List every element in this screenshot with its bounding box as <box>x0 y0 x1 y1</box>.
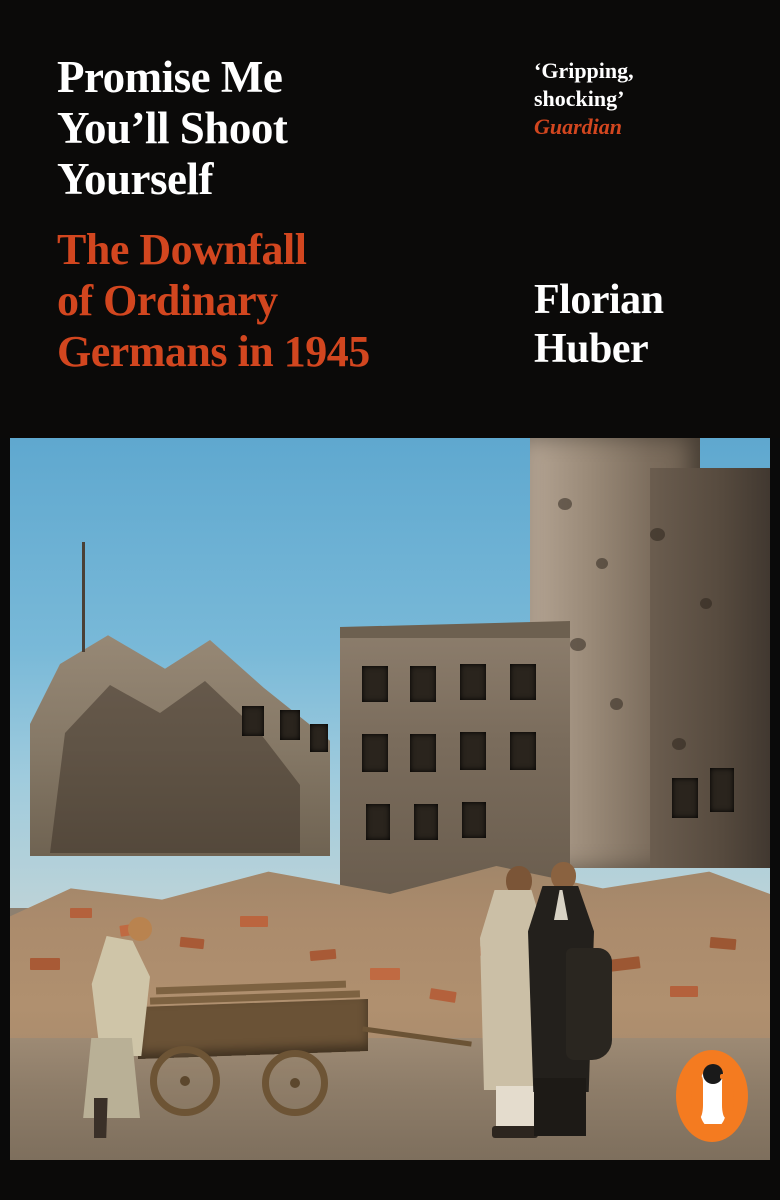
book-title <box>57 52 477 205</box>
figure-man-standing-head <box>551 862 576 890</box>
book-subtitle <box>57 224 517 377</box>
rubble-brick <box>710 937 737 950</box>
facade-window <box>362 734 388 772</box>
cart-wheel-front <box>262 1050 328 1116</box>
tower-pockmark <box>596 558 608 569</box>
facade-window <box>362 666 388 702</box>
cover-photograph <box>10 438 770 1160</box>
cart-wheel-rear <box>150 1046 220 1116</box>
rubble-brick <box>30 958 60 970</box>
review-quote <box>534 57 754 141</box>
penguin-logo-beak <box>720 1074 728 1079</box>
book-title-line-1: Promise Me <box>57 52 283 102</box>
penguin-logo-icon <box>676 1050 748 1142</box>
figure-man-carried-coat <box>566 948 612 1060</box>
facade-window <box>414 804 438 840</box>
figure-woman-standing-shoes <box>492 1126 538 1138</box>
facade-window <box>366 804 390 840</box>
figure-woman-pulling-cart-skirt <box>82 1038 140 1118</box>
facade-window <box>410 734 436 772</box>
tower-pockmark <box>610 698 623 710</box>
tower-window <box>672 778 698 818</box>
facade-window <box>460 664 486 700</box>
facade-window <box>462 802 486 838</box>
facade-window <box>510 664 536 700</box>
rubble-brick <box>670 986 698 997</box>
penguin-logo-wing-left <box>691 1076 703 1118</box>
figure-man-standing-legs <box>534 1078 586 1136</box>
book-author-last-name: Huber <box>534 326 649 373</box>
book-title-line-3: Yourself <box>57 153 213 204</box>
review-quote-line-1: ‘Gripping, <box>534 58 634 83</box>
book-subtitle-line-2: of Ordinary <box>57 276 278 326</box>
figure-woman-pulling-cart-head <box>128 917 152 941</box>
book-author <box>534 276 764 374</box>
review-source: Guardian <box>534 114 623 140</box>
book-title-line-2: You’ll Shoot <box>57 102 288 153</box>
tower-pockmark <box>570 638 586 651</box>
rubble-brick <box>240 916 268 927</box>
book-subtitle-line-3: Germans in 1945 <box>57 327 370 377</box>
book-author-first-name: Florian <box>534 277 664 323</box>
rubble-brick <box>70 908 92 918</box>
facade-window <box>460 732 486 770</box>
cover-header-block <box>0 0 780 438</box>
book-subtitle-line-1: The Downfall <box>57 225 307 274</box>
tower-pockmark <box>558 498 572 510</box>
facade-window <box>410 666 436 702</box>
facade-window <box>510 732 536 770</box>
left-building-window <box>310 724 328 752</box>
review-quote-line-2: shocking’ <box>534 85 625 111</box>
tower-pockmark <box>672 738 686 750</box>
cover-bottom-border <box>0 1160 780 1200</box>
penguin-logo-feet <box>702 1124 724 1130</box>
tower-pockmark <box>700 598 712 609</box>
left-building-window <box>242 706 264 736</box>
left-building-window <box>280 710 300 740</box>
tower-pockmark <box>650 528 665 541</box>
broken-pole <box>82 542 85 652</box>
tower-window <box>710 768 734 812</box>
rubble-brick <box>370 968 400 980</box>
